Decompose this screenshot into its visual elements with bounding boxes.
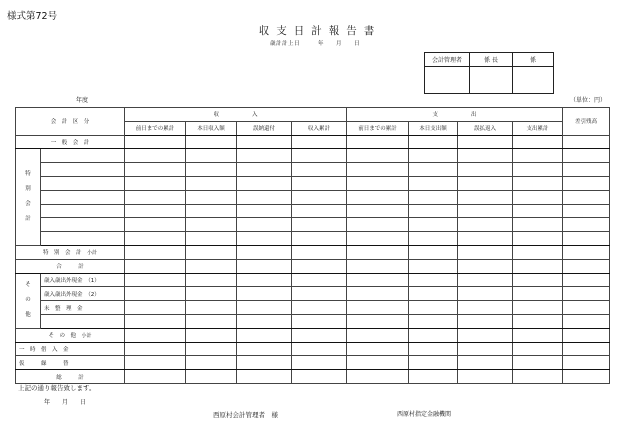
value-cell[interactable] [125,342,186,356]
value-cell[interactable] [125,163,186,177]
row-label-total: 合 計 [16,259,125,273]
expense-col-header: 誤払返入 [458,121,513,135]
expense-col-header: 支出累計 [513,121,563,135]
value-cell[interactable] [347,204,409,218]
value-cell[interactable] [186,135,237,149]
value-cell[interactable] [186,301,237,315]
table-row [16,370,610,384]
value-cell[interactable] [458,232,513,246]
value-cell[interactable] [125,232,186,246]
value-cell[interactable] [237,342,292,356]
value-cell[interactable] [125,370,186,384]
special-account-vertical-label: 特 別 会 計 [16,149,41,246]
value-cell[interactable] [458,314,513,328]
value-cell[interactable] [125,356,186,370]
value-cell[interactable] [347,314,409,328]
value-cell[interactable] [563,287,610,301]
income-col-header: 収入累計 [292,121,347,135]
row-label-outside-cash-2: 歳入歳出外現金 （2） [41,287,125,301]
value-cell[interactable] [409,176,458,190]
value-cell[interactable] [347,135,409,149]
value-cell[interactable] [458,163,513,177]
balance-header: 差引残高 [563,108,610,136]
value-cell[interactable] [563,232,610,246]
value-cell[interactable] [186,370,237,384]
value-cell[interactable] [237,356,292,370]
form-number: 様式第72号 [7,11,58,22]
value-cell[interactable] [409,259,458,273]
value-cell[interactable] [292,245,347,259]
value-cell[interactable] [409,163,458,177]
closing-statement: 上記の通り報告致します。 [18,384,96,392]
value-cell[interactable] [458,356,513,370]
value-cell[interactable] [186,204,237,218]
value-cell[interactable] [409,218,458,232]
stamp-cell[interactable] [425,67,470,94]
value-cell[interactable] [237,204,292,218]
value-cell[interactable] [409,370,458,384]
table-row [16,301,610,315]
value-cell[interactable] [347,301,409,315]
value-cell[interactable] [347,245,409,259]
value-cell[interactable] [563,149,610,163]
value-cell[interactable] [563,301,610,315]
table-row [16,163,610,177]
value-cell[interactable] [237,245,292,259]
value-cell[interactable] [409,314,458,328]
value-cell[interactable] [347,328,409,342]
table-row [16,232,610,246]
value-cell[interactable] [458,301,513,315]
expense-group-header: 支 出 [347,108,563,122]
value-cell[interactable] [125,314,186,328]
document-title: 収支日計報告書 [258,25,382,37]
value-cell[interactable] [458,149,513,163]
value-cell[interactable] [186,328,237,342]
value-cell[interactable] [563,328,610,342]
value-cell[interactable] [186,163,237,177]
value-cell[interactable] [237,176,292,190]
approval-stamp-box [424,52,554,94]
value-cell[interactable] [347,190,409,204]
value-cell[interactable] [237,314,292,328]
value-cell[interactable] [563,135,610,149]
label-cell[interactable] [41,190,125,204]
value-cell[interactable] [186,273,237,287]
table-row [16,245,610,259]
stamp-cell[interactable] [470,67,513,94]
value-cell[interactable] [292,314,347,328]
value-cell[interactable] [458,342,513,356]
value-cell[interactable] [513,135,563,149]
value-cell[interactable] [458,176,513,190]
value-cell[interactable] [347,176,409,190]
addressee-manager: 西原村会計管理者 様 [213,411,278,419]
table-row [16,273,610,287]
value-cell[interactable] [409,273,458,287]
value-cell[interactable] [125,287,186,301]
label-cell[interactable] [41,314,125,328]
value-cell[interactable] [513,342,563,356]
value-cell[interactable] [513,163,563,177]
value-cell[interactable] [125,259,186,273]
value-cell[interactable] [237,190,292,204]
row-label-outside-cash-1: 歳入歳出外現金 （1） [41,273,125,287]
value-cell[interactable] [347,287,409,301]
value-cell[interactable] [458,273,513,287]
income-col-header: 誤納還付 [237,121,292,135]
value-cell[interactable] [513,245,563,259]
category-header: 会 計 区 分 [16,108,125,136]
table-row [16,328,610,342]
value-cell[interactable] [409,190,458,204]
table-row [16,259,610,273]
value-cell[interactable] [347,342,409,356]
label-cell[interactable] [41,232,125,246]
table-row [16,190,610,204]
value-cell[interactable] [186,259,237,273]
value-cell[interactable] [292,328,347,342]
ledger-table [15,107,610,384]
value-cell[interactable] [186,149,237,163]
value-cell[interactable] [237,328,292,342]
value-cell[interactable] [125,149,186,163]
value-cell[interactable] [125,273,186,287]
table-row [16,176,610,190]
approval-label-staff: 係 [513,53,554,67]
value-cell[interactable] [347,232,409,246]
table-row [16,287,610,301]
accounting-date: 歳計計上日 年 月 日 [269,41,360,47]
value-cell[interactable] [292,218,347,232]
value-cell[interactable] [237,232,292,246]
value-cell[interactable] [186,356,237,370]
value-cell[interactable] [186,190,237,204]
value-cell[interactable] [292,176,347,190]
value-cell[interactable] [563,273,610,287]
value-cell[interactable] [409,245,458,259]
value-cell[interactable] [186,218,237,232]
value-cell[interactable] [458,245,513,259]
income-col-header: 本日収入額 [186,121,237,135]
label-cell[interactable] [41,163,125,177]
value-cell[interactable] [513,314,563,328]
value-cell[interactable] [186,232,237,246]
value-cell[interactable] [563,370,610,384]
value-cell[interactable] [513,218,563,232]
value-cell[interactable] [409,204,458,218]
value-cell[interactable] [186,314,237,328]
value-cell[interactable] [458,328,513,342]
label-cell[interactable] [41,204,125,218]
value-cell[interactable] [347,218,409,232]
value-cell[interactable] [292,287,347,301]
value-cell[interactable] [513,149,563,163]
table-row [16,342,610,356]
value-cell[interactable] [347,163,409,177]
value-cell[interactable] [563,176,610,190]
value-cell[interactable] [125,301,186,315]
value-cell[interactable] [347,356,409,370]
value-cell[interactable] [292,356,347,370]
value-cell[interactable] [186,342,237,356]
value-cell[interactable] [186,176,237,190]
value-cell[interactable] [409,356,458,370]
value-cell[interactable] [513,176,563,190]
row-label-grand-total: 総 計 [16,370,125,384]
value-cell[interactable] [458,190,513,204]
value-cell[interactable] [513,273,563,287]
value-cell[interactable] [347,370,409,384]
row-label-suspense: 仮 繰 替 [16,356,125,370]
unit-note: （単位：円） [570,97,607,104]
row-label-temporary-loan: 一 時 借 入 金 [16,342,125,356]
value-cell[interactable] [563,190,610,204]
value-cell[interactable] [458,135,513,149]
value-cell[interactable] [458,204,513,218]
value-cell[interactable] [563,245,610,259]
value-cell[interactable] [409,232,458,246]
value-cell[interactable] [125,328,186,342]
value-cell[interactable] [513,356,563,370]
value-cell[interactable] [237,287,292,301]
value-cell[interactable] [347,149,409,163]
table-row [16,135,610,149]
value-cell[interactable] [458,370,513,384]
value-cell[interactable] [292,301,347,315]
value-cell[interactable] [292,204,347,218]
value-cell[interactable] [237,218,292,232]
value-cell[interactable] [125,245,186,259]
value-cell[interactable] [563,259,610,273]
value-cell[interactable] [513,204,563,218]
value-cell[interactable] [458,218,513,232]
value-cell[interactable] [292,163,347,177]
value-cell[interactable] [563,218,610,232]
value-cell[interactable] [347,259,409,273]
designated-bank: 西原村指定金融機関 [397,411,452,418]
income-col-header: 前日までの累計 [125,121,186,135]
value-cell[interactable] [409,287,458,301]
subtotal-tag: 小計 [81,333,92,340]
value-cell[interactable] [292,259,347,273]
table-row [16,149,610,163]
table-row [16,314,610,328]
table-row [16,218,610,232]
value-cell[interactable] [347,273,409,287]
value-cell[interactable] [125,190,186,204]
value-cell[interactable] [513,232,563,246]
value-cell[interactable] [563,314,610,328]
value-cell[interactable] [237,135,292,149]
value-cell[interactable] [186,245,237,259]
other-vertical-label: そ の 他 [16,273,41,328]
value-cell[interactable] [237,163,292,177]
value-cell[interactable] [513,190,563,204]
row-label-general: 一 般 会 計 [16,135,125,149]
value-cell[interactable] [513,287,563,301]
label-cell[interactable] [41,149,125,163]
value-cell[interactable] [563,204,610,218]
value-cell[interactable] [125,218,186,232]
value-cell[interactable] [563,356,610,370]
value-cell[interactable] [409,135,458,149]
value-cell[interactable] [513,328,563,342]
value-cell[interactable] [513,370,563,384]
value-cell[interactable] [458,259,513,273]
expense-col-header: 本日支出額 [409,121,458,135]
value-cell[interactable] [125,176,186,190]
value-cell[interactable] [292,370,347,384]
value-cell[interactable] [186,287,237,301]
label-cell[interactable] [41,218,125,232]
value-cell[interactable] [125,135,186,149]
fiscal-year-label: 年度 [76,97,89,104]
value-cell[interactable] [292,232,347,246]
value-cell[interactable] [409,342,458,356]
value-cell[interactable] [292,149,347,163]
value-cell[interactable] [292,342,347,356]
value-cell[interactable] [237,370,292,384]
value-cell[interactable] [237,273,292,287]
value-cell[interactable] [237,259,292,273]
value-cell[interactable] [292,273,347,287]
value-cell[interactable] [125,204,186,218]
value-cell[interactable] [409,301,458,315]
table-row [16,356,610,370]
label-cell[interactable] [41,176,125,190]
value-cell[interactable] [513,259,563,273]
row-label-unsettled: 未 整 理 金 [41,301,125,315]
table-row [16,204,610,218]
approval-label-manager: 会計管理者 [425,53,470,67]
value-cell[interactable] [409,149,458,163]
value-cell[interactable] [292,190,347,204]
approval-label-chief: 係 長 [470,53,513,67]
row-label-other-subtotal: そ の 他 小計 [16,328,125,342]
value-cell[interactable] [292,135,347,149]
expense-col-header: 前日までの累計 [347,121,409,135]
value-cell[interactable] [513,301,563,315]
value-cell[interactable] [458,287,513,301]
row-label-special-subtotal: 特 別 会 計 小計 [16,245,125,259]
value-cell[interactable] [237,301,292,315]
value-cell[interactable] [237,149,292,163]
income-group-header: 収 入 [125,108,347,122]
stamp-cell[interactable] [513,67,554,94]
value-cell[interactable] [563,163,610,177]
closing-date: 年 月 日 [44,399,87,406]
subtotal-tag: 小計 [87,250,98,257]
value-cell[interactable] [563,342,610,356]
value-cell[interactable] [409,328,458,342]
